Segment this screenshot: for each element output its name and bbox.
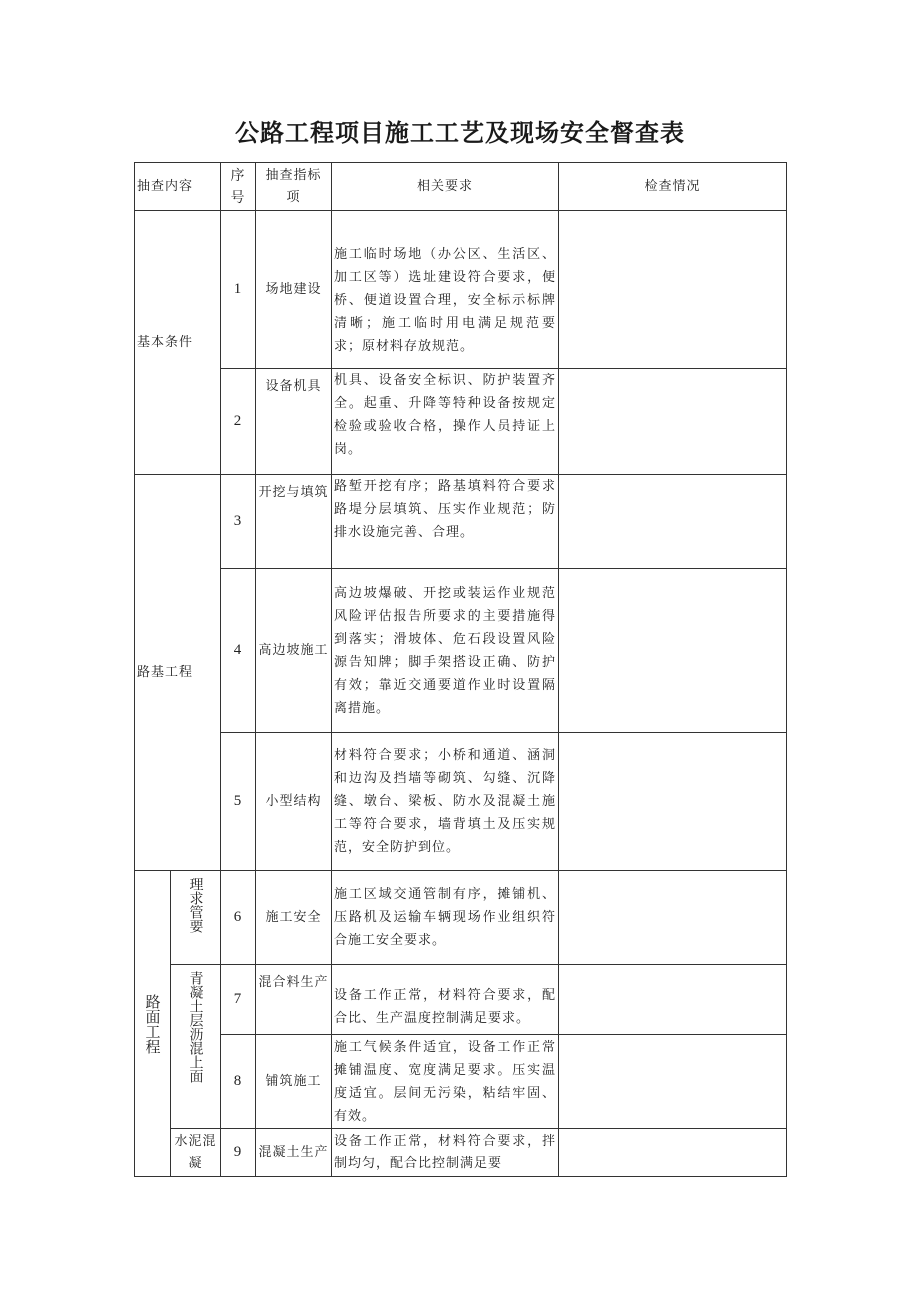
table-row	[135, 733, 787, 871]
header-seq: 序号	[221, 163, 256, 211]
row-seq: 5	[221, 733, 256, 871]
inspection-table	[134, 162, 787, 1177]
table-row	[135, 569, 787, 733]
row-requirement: 机具、设备安全标识、防护装置齐全。起重、升降等特种设备按规定检验或验收合格，操作人员持证上岗。	[332, 369, 559, 475]
page-title: 公路工程项目施工工艺及现场安全督查表	[235, 119, 685, 147]
table-header-row	[135, 163, 787, 211]
table-row	[135, 871, 787, 965]
subcategory-asphalt: 青凝土层沥混上面	[171, 965, 221, 1129]
subcategory-management: 理求管要	[171, 871, 221, 965]
table-row	[135, 965, 787, 1035]
category-pavement: 路面工程	[135, 871, 171, 1177]
category-subgrade: 路基工程	[135, 475, 221, 871]
row-check-input[interactable]	[559, 733, 787, 871]
row-seq: 7	[221, 965, 256, 1035]
row-requirement: 施工区域交通管制有序，摊铺机、压路机及运输车辆现场作业组织符合施工安全要求。	[332, 871, 559, 965]
row-seq: 3	[221, 475, 256, 569]
row-item: 铺筑施工	[256, 1035, 332, 1129]
row-check-input[interactable]	[559, 475, 787, 569]
row-item: 场地建设	[256, 211, 332, 369]
table-row	[135, 369, 787, 475]
row-seq: 4	[221, 569, 256, 733]
table-row	[135, 475, 787, 569]
row-seq: 9	[221, 1129, 256, 1177]
row-check-input[interactable]	[559, 569, 787, 733]
table-row	[135, 1035, 787, 1129]
row-check-input[interactable]	[559, 211, 787, 369]
header-indicator: 抽查指标项	[256, 163, 332, 211]
table-row	[135, 211, 787, 369]
row-requirement: 设备工作正常，材料符合要求，配合比、生产温度控制满足要求。	[332, 965, 559, 1035]
header-inspection: 检查情况	[559, 163, 787, 211]
subcategory-cement: 水泥混凝	[171, 1129, 221, 1177]
row-seq: 8	[221, 1035, 256, 1129]
table-row	[135, 1129, 787, 1177]
row-item: 高边坡施工	[256, 569, 332, 733]
row-requirement: 设备工作正常，材料符合要求，拌制均匀，配合比控制满足要	[332, 1129, 559, 1177]
row-item: 混合料生产	[256, 965, 332, 1035]
row-item: 设备机具	[256, 369, 332, 475]
row-seq: 2	[221, 369, 256, 475]
header-requirement: 相关要求	[332, 163, 559, 211]
row-item: 开挖与填筑	[256, 475, 332, 569]
row-check-input[interactable]	[559, 1129, 787, 1177]
row-check-input[interactable]	[559, 1035, 787, 1129]
row-item: 混凝土生产	[256, 1129, 332, 1177]
header-content: 抽查内容	[135, 163, 221, 211]
row-requirement: 高边坡爆破、开挖或装运作业规范风险评估报告所要求的主要措施得到落实；滑坡体、危石段设置风险源告知牌；脚手架搭设正确、防护有效；靠近交通要道作业时设置隔离措施。	[332, 569, 559, 733]
row-seq: 6	[221, 871, 256, 965]
row-check-input[interactable]	[559, 965, 787, 1035]
row-requirement: 材料符合要求；小桥和通道、涵洞和边沟及挡墙等砌筑、勾缝、沉降缝、墩台、梁板、防水及混凝土施工等符合要求，墙背填土及压实规范，安全防护到位。	[332, 733, 559, 871]
row-requirement: 施工气候条件适宜，设备工作正常摊铺温度、宽度满足要求。压实温度适宜。层间无污染，粘结牢固、有效。	[332, 1035, 559, 1129]
row-requirement: 路堑开挖有序；路基填料符合要求路堤分层填筑、压实作业规范；防排水设施完善、合理。	[332, 475, 559, 569]
row-item: 小型结构	[256, 733, 332, 871]
row-seq: 1	[221, 211, 256, 369]
category-basic: 基本条件	[135, 211, 221, 475]
row-requirement: 施工临时场地（办公区、生活区、加工区等）选址建设符合要求，便桥、便道设置合理，安全标示标牌清晰；施工临时用电满足规范要求；原材料存放规范。	[332, 211, 559, 369]
row-item: 施工安全	[256, 871, 332, 965]
row-check-input[interactable]	[559, 871, 787, 965]
row-check-input[interactable]	[559, 369, 787, 475]
